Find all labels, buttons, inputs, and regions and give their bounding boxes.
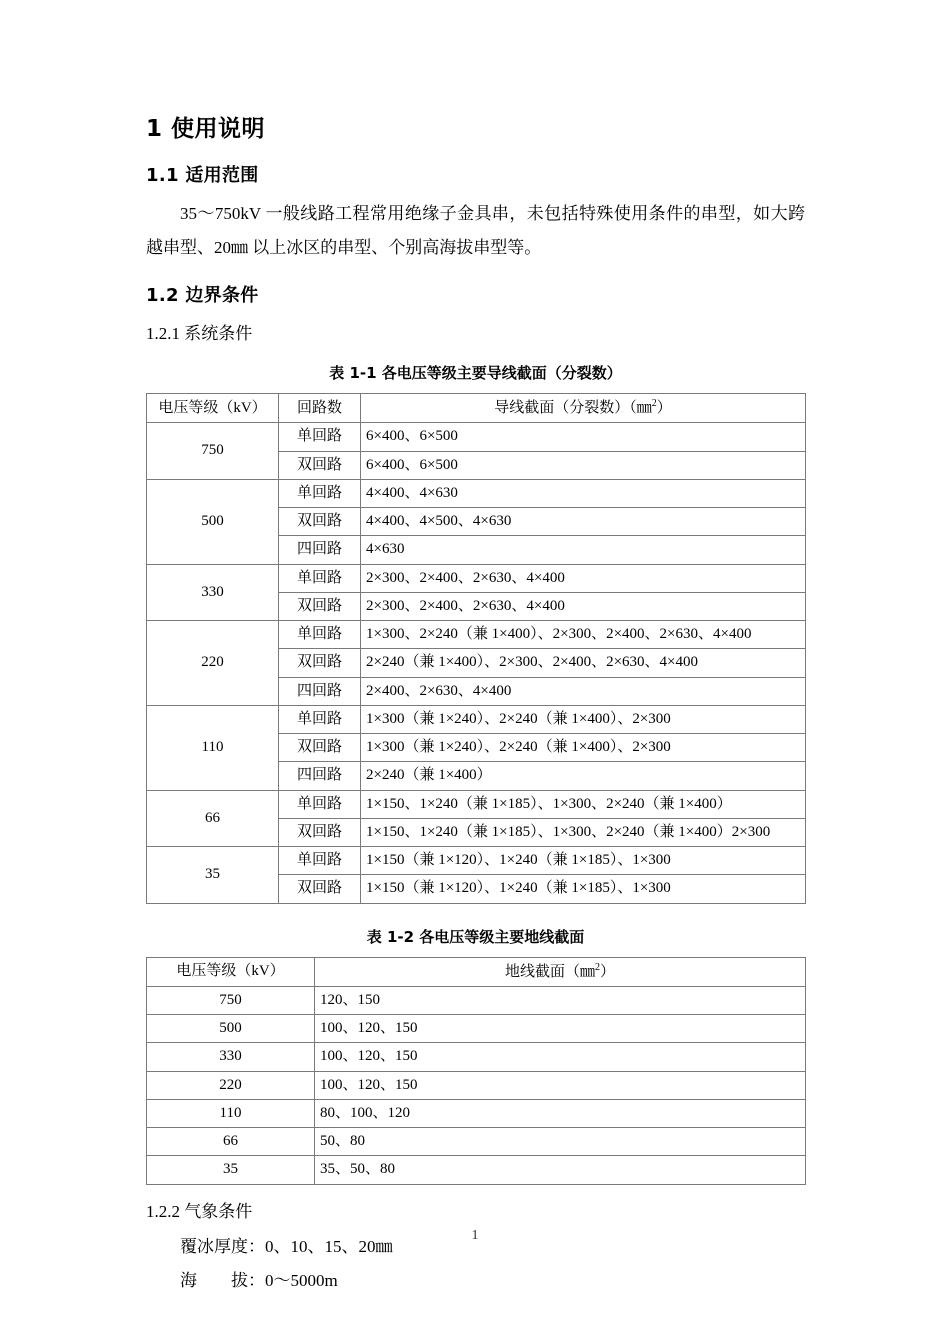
cell-circuit-count: 四回路 — [279, 536, 361, 564]
cell-ground-wire-section: 100、120、150 — [315, 1015, 806, 1043]
cell-circuit-count: 单回路 — [279, 705, 361, 733]
header-conductor-section-sup: 2 — [651, 398, 657, 409]
cell-voltage-level: 500 — [147, 479, 279, 564]
header-ground-section-prefix: 地线截面（㎜ — [504, 963, 595, 980]
cell-conductor-section: 2×400、2×630、4×400 — [361, 677, 806, 705]
cell-conductor-section: 6×400、6×500 — [361, 423, 806, 451]
table-row — [147, 986, 806, 1014]
cell-voltage-level: 66 — [147, 1128, 315, 1156]
header-voltage-level: 电压等级（kV） — [147, 957, 315, 986]
table-row — [147, 423, 806, 451]
table-row — [147, 1015, 806, 1043]
cell-voltage-level: 66 — [147, 790, 279, 847]
cell-circuit-count: 双回路 — [279, 875, 361, 903]
cell-voltage-level: 500 — [147, 1015, 315, 1043]
cell-circuit-count: 四回路 — [279, 762, 361, 790]
table-1-1 — [146, 393, 806, 904]
section-heading-1-2: 1.2 边界条件 — [146, 285, 259, 306]
header-voltage-level: 电压等级（kV） — [147, 394, 279, 423]
table-row — [147, 847, 806, 875]
table-row — [147, 1156, 806, 1184]
cell-conductor-section: 2×240（兼 1×400） — [361, 762, 806, 790]
cell-circuit-count: 单回路 — [279, 423, 361, 451]
altitude-line: 海 拔：0～5000m — [180, 1270, 338, 1290]
cell-conductor-section: 4×400、4×500、4×630 — [361, 508, 806, 536]
table-row — [147, 790, 806, 818]
cell-circuit-count: 单回路 — [279, 479, 361, 507]
table-row — [147, 705, 806, 733]
cell-ground-wire-section: 120、150 — [315, 986, 806, 1014]
cell-voltage-level: 110 — [147, 1099, 315, 1127]
ice-thickness-line: 覆冰厚度：0、10、15、20㎜ — [180, 1236, 393, 1256]
cell-circuit-count: 单回路 — [279, 621, 361, 649]
cell-conductor-section: 2×300、2×400、2×630、4×400 — [361, 564, 806, 592]
cell-circuit-count: 双回路 — [279, 508, 361, 536]
cell-conductor-section: 4×400、4×630 — [361, 479, 806, 507]
table-row — [147, 564, 806, 592]
cell-voltage-level: 750 — [147, 423, 279, 480]
section-1-1-paragraph: 35～750kV 一般线路工程常用绝缘子金具串，未包括特殊使用条件的串型，如大跨越串型、20㎜ 以上冰区的串型、个别高海拔串型等。 — [146, 204, 805, 257]
table-row — [147, 1043, 806, 1071]
cell-voltage-level: 750 — [147, 986, 315, 1014]
cell-circuit-count: 双回路 — [279, 734, 361, 762]
section-heading-1-1: 1.1 适用范围 — [146, 165, 259, 186]
header-conductor-section-prefix: 导线截面（分裂数）（㎜ — [494, 400, 652, 416]
page-number: 1 — [471, 1228, 479, 1243]
cell-ground-wire-section: 100、120、150 — [315, 1043, 806, 1071]
cell-voltage-level: 330 — [147, 564, 279, 621]
table-1-2-caption: 表 1-2 各电压等级主要地线截面 — [366, 927, 585, 946]
cell-conductor-section: 6×400、6×500 — [361, 451, 806, 479]
table-row — [147, 479, 806, 507]
cell-voltage-level: 35 — [147, 847, 279, 904]
cell-circuit-count: 单回路 — [279, 847, 361, 875]
header-circuit-count: 回路数 — [279, 394, 361, 423]
cell-ground-wire-section: 50、80 — [315, 1128, 806, 1156]
cell-conductor-section: 1×300（兼 1×240）、2×240（兼 1×400）、2×300 — [361, 705, 806, 733]
cell-conductor-section: 4×630 — [361, 536, 806, 564]
cell-conductor-section: 1×300、2×240（兼 1×400）、2×300、2×400、2×630、4×400 — [361, 621, 806, 649]
header-ground-section-suffix: ） — [600, 963, 616, 980]
page-title: 1 使用说明 — [146, 116, 266, 142]
cell-voltage-level: 220 — [147, 621, 279, 706]
cell-conductor-section: 2×240（兼 1×400）、2×300、2×400、2×630、4×400 — [361, 649, 806, 677]
header-conductor-section-suffix: ） — [656, 400, 672, 416]
cell-conductor-section: 1×150（兼 1×120）、1×240（兼 1×185）、1×300 — [361, 875, 806, 903]
header-ground-section-sup: 2 — [595, 961, 600, 973]
table-header-row — [147, 957, 806, 986]
table-1-1-body — [147, 423, 806, 903]
cell-ground-wire-section: 35、50、80 — [315, 1156, 806, 1184]
table-1-2-body — [147, 986, 806, 1184]
table-1-2 — [146, 957, 806, 1185]
cell-voltage-level: 35 — [147, 1156, 315, 1184]
cell-voltage-level: 330 — [147, 1043, 315, 1071]
cell-circuit-count: 双回路 — [279, 649, 361, 677]
table-row — [147, 621, 806, 649]
cell-conductor-section: 1×150、1×240（兼 1×185）、1×300、2×240（兼 1×400） — [361, 790, 806, 818]
table-row — [147, 1128, 806, 1156]
cell-conductor-section: 1×150、1×240（兼 1×185）、1×300、2×240（兼 1×400）2×300 — [361, 818, 806, 846]
cell-ground-wire-section: 100、120、150 — [315, 1071, 806, 1099]
cell-circuit-count: 单回路 — [279, 564, 361, 592]
cell-circuit-count: 双回路 — [279, 818, 361, 846]
cell-circuit-count: 四回路 — [279, 677, 361, 705]
cell-circuit-count: 双回路 — [279, 592, 361, 620]
cell-conductor-section: 1×300（兼 1×240）、2×240（兼 1×400）、2×300 — [361, 734, 806, 762]
cell-conductor-section: 2×300、2×400、2×630、4×400 — [361, 592, 806, 620]
cell-circuit-count: 双回路 — [279, 451, 361, 479]
cell-voltage-level: 220 — [147, 1071, 315, 1099]
table-row — [147, 1099, 806, 1127]
table-1-1-caption: 表 1-1 各电压等级主要导线截面（分裂数） — [329, 364, 622, 382]
cell-ground-wire-section: 80、100、120 — [315, 1099, 806, 1127]
subsection-heading-1-2-1: 1.2.1 系统条件 — [146, 324, 253, 343]
cell-circuit-count: 单回路 — [279, 790, 361, 818]
cell-voltage-level: 110 — [147, 705, 279, 790]
subsection-heading-1-2-2: 1.2.2 气象条件 — [146, 1201, 253, 1221]
header-conductor-section — [361, 394, 806, 423]
header-ground-wire-section — [315, 957, 806, 986]
table-header-row — [147, 394, 806, 423]
table-row — [147, 1071, 806, 1099]
cell-conductor-section: 1×150（兼 1×120）、1×240（兼 1×185）、1×300 — [361, 847, 806, 875]
